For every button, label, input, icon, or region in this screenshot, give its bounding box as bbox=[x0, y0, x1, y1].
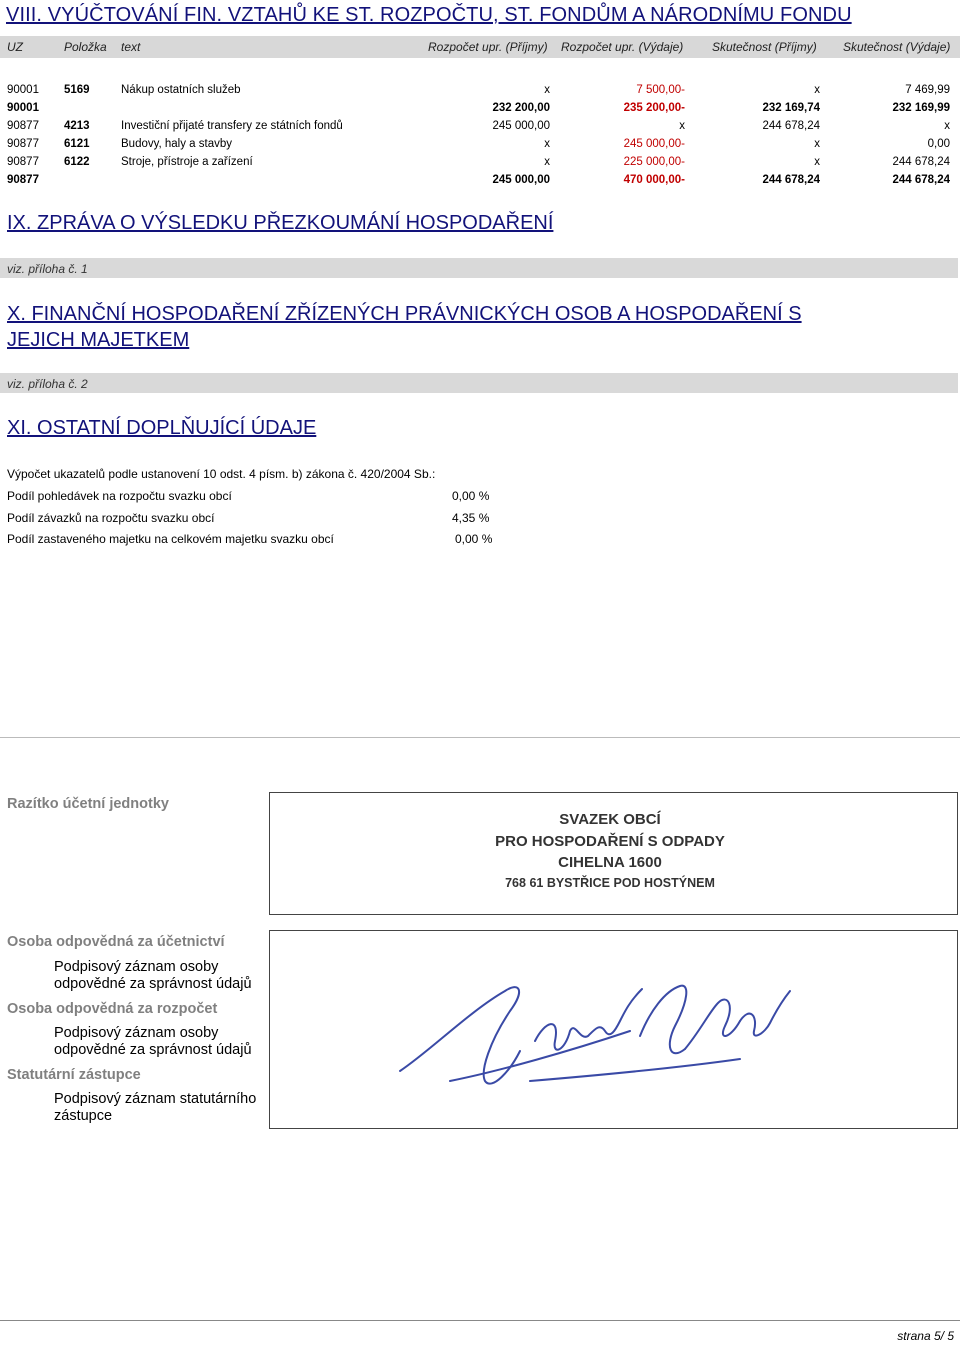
cell-rozpocet-vydaje: 225 000,00- bbox=[623, 156, 685, 168]
indicator-value: 4,35 % bbox=[452, 511, 490, 525]
footer-divider bbox=[0, 1320, 960, 1321]
cell-skutecnost-vydaje: 232 169,99 bbox=[892, 102, 950, 114]
cell-uz: 90001 bbox=[7, 102, 39, 114]
cell-polozka: 6122 bbox=[64, 156, 90, 168]
stamp-box bbox=[269, 792, 958, 915]
accounting-label: Osoba odpovědná za účetnictví bbox=[7, 934, 225, 950]
col-rozpocet-prijmy: Rozpočet upr. (Příjmy) bbox=[428, 40, 548, 54]
col-text: text bbox=[121, 40, 141, 54]
cell-skutecnost-vydaje: 244 678,24 bbox=[892, 156, 950, 168]
stamp-line: CIHELNA 1600 bbox=[558, 854, 662, 871]
cell-rozpocet-prijmy: x bbox=[544, 138, 550, 150]
signature-box bbox=[269, 930, 958, 1129]
cell-text: Investiční přijaté transfery ze státních fondů bbox=[121, 120, 343, 132]
cell-skutecnost-vydaje: 7 469,99 bbox=[905, 84, 950, 96]
indicator-label: Podíl zastaveného majetku na celkovém majetku svazku obcí bbox=[7, 532, 334, 546]
indicator-value: 0,00 % bbox=[452, 489, 490, 503]
section-x-title-line1: X. FINANČNÍ HOSPODAŘENÍ ZŘÍZENÝCH PRÁVNICKÝCH OSOB A HOSPODAŘENÍ S bbox=[7, 303, 802, 325]
cell-polozka: 5169 bbox=[64, 84, 90, 96]
divider bbox=[0, 737, 960, 738]
cell-skutecnost-prijmy: x bbox=[814, 84, 820, 96]
cell-rozpocet-vydaje: 245 000,00- bbox=[623, 138, 685, 150]
cell-rozpocet-vydaje: 235 200,00- bbox=[623, 102, 685, 114]
cell-polozka: 4213 bbox=[64, 120, 90, 132]
budget-text: Podpisový záznam osoby odpovědné za správnost údajů bbox=[54, 1025, 252, 1058]
cell-skutecnost-vydaje: 0,00 bbox=[927, 138, 950, 150]
section-viii-title: VIII. VYÚČTOVÁNÍ FIN. VZTAHŮ KE ST. ROZPOČTU, ST. FONDŮM A NÁRODNÍMU FONDU bbox=[6, 4, 852, 26]
cell-rozpocet-prijmy: 232 200,00 bbox=[492, 102, 550, 114]
cell-polozka: 6121 bbox=[64, 138, 90, 150]
cell-rozpocet-vydaje: 470 000,00- bbox=[623, 174, 685, 186]
budget-label: Osoba odpovědná za rozpočet bbox=[7, 1001, 218, 1017]
section-x-note-bar bbox=[0, 373, 958, 393]
indicator-label: Podíl pohledávek na rozpočtu svazku obcí bbox=[7, 489, 232, 503]
cell-uz: 90877 bbox=[7, 156, 39, 168]
cell-text: Budovy, haly a stavby bbox=[121, 138, 233, 150]
section-ix-title: IX. ZPRÁVA O VÝSLEDKU PŘEZKOUMÁNÍ HOSPODAŘENÍ bbox=[7, 212, 554, 234]
cell-skutecnost-prijmy: 232 169,74 bbox=[762, 102, 820, 114]
cell-skutecnost-vydaje: 244 678,24 bbox=[892, 174, 950, 186]
cell-rozpocet-vydaje: 7 500,00- bbox=[636, 84, 685, 96]
accounting-text: Podpisový záznam osoby odpovědné za správnost údajů bbox=[54, 959, 252, 992]
col-uz: UZ bbox=[7, 40, 23, 54]
col-skutecnost-prijmy: Skutečnost (Příjmy) bbox=[712, 40, 817, 54]
cell-skutecnost-vydaje: x bbox=[944, 120, 950, 132]
section-x-title-line2: JEJICH MAJETKEM bbox=[7, 329, 190, 351]
stamp-image bbox=[470, 805, 750, 905]
indicator-label: Podíl závazků na rozpočtu svazku obcí bbox=[7, 511, 215, 525]
table-row-total bbox=[0, 100, 960, 118]
table-row bbox=[0, 136, 960, 154]
col-rozpocet-vydaje: Rozpočet upr. (Výdaje) bbox=[561, 40, 684, 54]
cell-skutecnost-prijmy: 244 678,24 bbox=[762, 174, 820, 186]
cell-uz: 90001 bbox=[7, 84, 39, 96]
handwritten-signature bbox=[270, 931, 957, 1128]
cell-skutecnost-prijmy: 244 678,24 bbox=[762, 120, 820, 132]
stamp-line: PRO HOSPODAŘENÍ S ODPADY bbox=[495, 833, 725, 850]
table-row bbox=[0, 118, 960, 136]
cell-rozpocet-vydaje: x bbox=[679, 120, 685, 132]
section-x-title bbox=[7, 301, 927, 353]
section-ix-note: viz. příloha č. 1 bbox=[7, 262, 88, 276]
section-xi-title: XI. OSTATNÍ DOPLŇUJÍCÍ ÚDAJE bbox=[7, 417, 317, 439]
section-xi-intro: Výpočet ukazatelů podle ustanovení 10 odst. 4 písm. b) zákona č. 420/2004 Sb.: bbox=[7, 467, 436, 481]
cell-uz: 90877 bbox=[7, 138, 39, 150]
col-skutecnost-vydaje: Skutečnost (Výdaje) bbox=[843, 40, 951, 54]
cell-uz: 90877 bbox=[7, 120, 39, 132]
table-header bbox=[0, 36, 960, 58]
cell-rozpocet-prijmy: 245 000,00 bbox=[492, 174, 550, 186]
section-x-note: viz. příloha č. 2 bbox=[7, 377, 88, 391]
stamp-line: 768 61 BYSTŘICE POD HOSTÝNEM bbox=[505, 876, 715, 890]
cell-skutecnost-prijmy: x bbox=[814, 156, 820, 168]
cell-uz: 90877 bbox=[7, 174, 39, 186]
section-ix-note-bar bbox=[0, 258, 958, 278]
table-row-total bbox=[0, 172, 960, 190]
stamp-label: Razítko účetní jednotky bbox=[7, 796, 169, 812]
statutory-text: Podpisový záznam statutárního zástupce bbox=[54, 1091, 257, 1124]
cell-text: Nákup ostatních služeb bbox=[121, 84, 241, 96]
cell-rozpocet-prijmy: x bbox=[544, 156, 550, 168]
col-polozka: Položka bbox=[64, 40, 107, 54]
stamp-line: SVAZEK OBCÍ bbox=[559, 811, 661, 828]
table-row bbox=[0, 82, 960, 100]
cell-skutecnost-prijmy: x bbox=[814, 138, 820, 150]
statutory-label: Statutární zástupce bbox=[7, 1067, 141, 1083]
cell-text: Stroje, přístroje a zařízení bbox=[121, 156, 253, 168]
table-row bbox=[0, 154, 960, 172]
cell-rozpocet-prijmy: x bbox=[544, 84, 550, 96]
indicator-value: 0,00 % bbox=[455, 532, 493, 546]
page-number: strana 5/ 5 bbox=[897, 1329, 954, 1343]
cell-rozpocet-prijmy: 245 000,00 bbox=[492, 120, 550, 132]
